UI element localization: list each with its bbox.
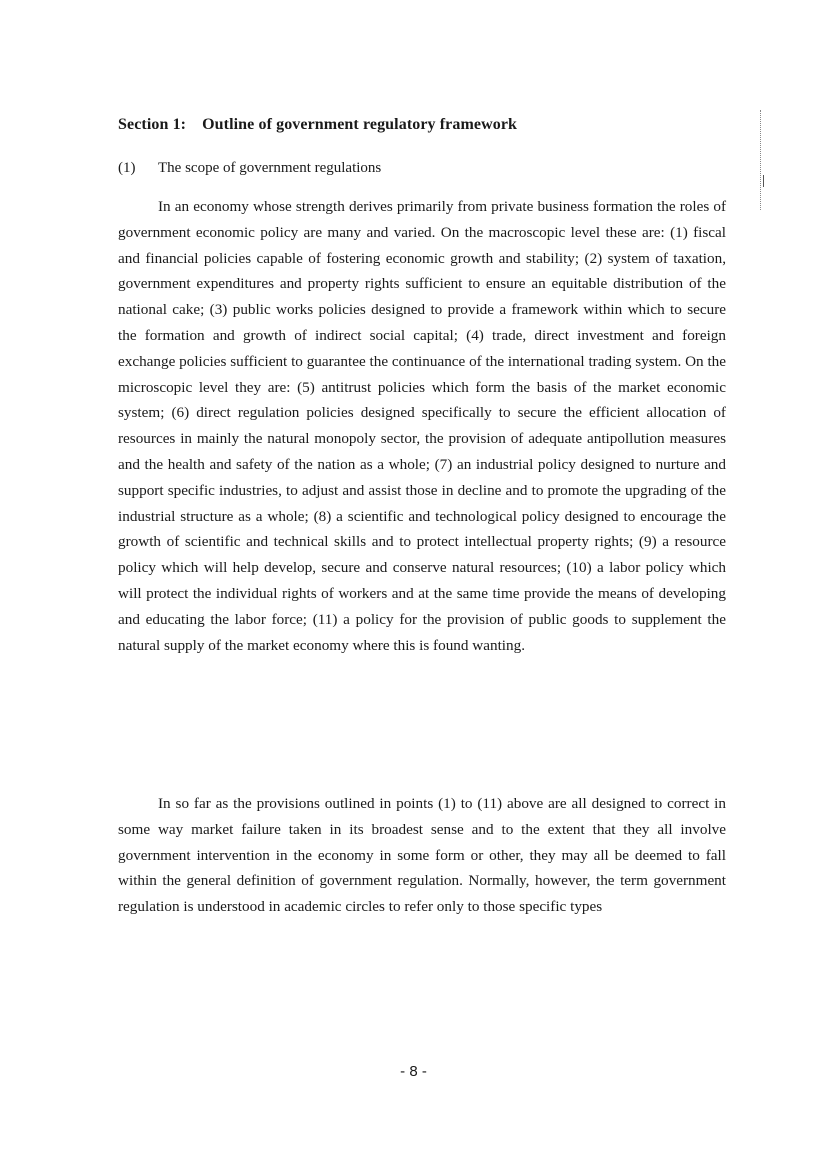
subsection-number: (1): [118, 160, 136, 176]
scan-artifact-line: [760, 110, 763, 210]
body-paragraph-1: In an economy whose strength derives primarily from private business formation the roles of government economic policy are many and varied. On the macroscopic level these are: (1) fiscal and financial policies capable of fostering economic growth and stability; (2) system of taxation, government expenditures and property rights sufficient to ensure an equitable distribution of the national cake; (3) public works policies designed to provide a framework within which to secure the formation and growth of indirect social capital; (4) trade, direct investment and foreign exchange policies sufficient to guarantee the continuance of the international trading system. On the microscopic level they are: (5) antitrust policies which form the basis of the market economic system; (6) direct regulation policies designed specifically to secure the efficient allocation of resources in mainly the natural monopoly sector, the provision of adequate antipollution measures and the health and safety of the nation as a whole; (7) an industrial policy designed to nurture and support specific industries, to adjust and assist those in decline and to promote the upgrading of the industrial structure as a whole; (8) a scientific and technological policy designed to encourage the growth of scientific and technical skills and to protect intellectual property rights; (9) a resource policy which will help develop, secure and conserve natural resources; (10) a labor policy which will protect the individual rights of workers and at the same time provide the means of developing and educating the labor force; (11) a policy for the provision of public goods to supplement the natural supply of the market economy where this is found wanting.: [118, 198, 726, 654]
section-title: Outline of government regulatory framework: [202, 116, 518, 133]
section-label: Section 1:: [118, 116, 187, 133]
scan-artifact-tick: [763, 175, 766, 187]
section-heading: [118, 116, 517, 134]
page-number: - 8 -: [400, 1063, 427, 1080]
subsection-title: The scope of government regulations: [158, 160, 382, 176]
subsection-heading: [118, 160, 381, 177]
body-paragraph-2: In so far as the provisions outlined in points (1) to (11) above are all designed to correct in some way market failure taken in its broadest sense and to the extent that they all involve government intervention in the economy in some form or other, they may all be deemed to fall within the general definition of government regulation. Normally, however, the term government regulation is understood in academic circles to refer only to those specific types: [118, 795, 726, 916]
